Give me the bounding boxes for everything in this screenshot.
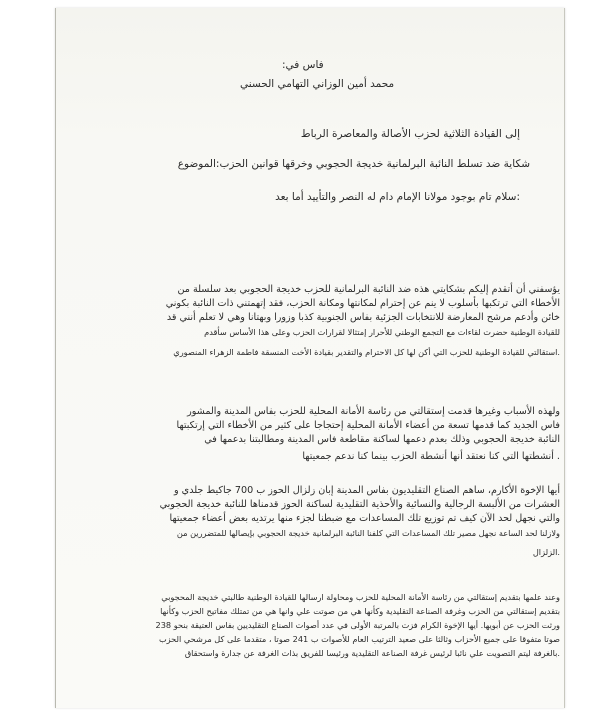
paragraph-line: . أنشطتها التي كنا نعتقد أنها أنشطة الحزب بينما كنا ندعم جمعيتها [302,451,560,462]
paragraph-1 [140,283,560,359]
paragraph-line: .الزلزال [532,547,560,557]
paragraph-line: العشرات من الألبسة الرجالية والنسائية والأحذية التقليدية لساكنة الحوز قدمناها للنائبة خديجة الحجوبي [159,499,560,510]
paragraph-line: والتي نجهل لحد الآن كيف تم توزيع تلك المساعدات مع ضبطنا لجزء منها يرتديه بعض أعضاء جمعيتها [169,513,560,524]
paragraph-line: ولازلنا لحد الساعة نجهل مصير تلك المساعدات التي كلفنا النائبة البرلمانية خديجة الحجوبي بإيصالها للمتضررين من [176,528,560,538]
sender-name: محمد أمين الوزاني التهامي الحسني [240,78,395,90]
paragraph-line: .بالغرفة ليتم التصويت علي نائبا لرئيس غرفة الصناعة التقليدية ورئيسا للفريق بذات الغرفة عن جدارة واستحقاق [184,648,560,658]
paragraph-line: الأخطاء التي ترتكبها بأسلوب لا ينم عن إحترام لمكانتها ومكانة الحزب، فقد إتهمتني ذات النائبة بكوني [165,298,560,309]
paragraph-4 [140,590,560,660]
paragraph-2 [140,405,560,464]
paragraph-line: بتقديم إستقالتي من الحزب وغرفة الصناعة التقليدية وكأنها هي من صوتت علي وانها هي من تمتلك مفاتيح الحزب وكأنها [160,606,560,616]
place-date-line: فاس في: [282,59,324,71]
addressee-line: إلى القيادة الثلاثية لحزب الأصالة والمعاصرة الرباط [300,128,520,140]
paragraph-line: ورثت الحزب عن أبويها. أيها الإخوة الكرام فزت بالمرتبة الأولى في عدد أصوات الصناع التقليديين بفاس العتيقة بنحو 238 [155,620,560,630]
paragraph-line: صوتا متفوقا على جميع الأحزاب وثالثا على صعيد الترتيب العام للأصوات ب 241 صوتا ، متقدما على كل مرشحي الحزب [158,634,560,644]
paragraph-line: يؤسفني أن أتقدم إليكم بشكايتي هذه ضد النائبة البرلمانية للحزب خديجة الحجوبي بعد سلسلة من [177,284,560,295]
paragraph-line: أيها الإخوة الأكارم، ساهم الصناع التقليديون بفاس المدينة إبان زلزال الحوز ب 700 جاكيط جلدي و [174,485,560,496]
greeting-line: :سلام تام بوجود مولانا الإمام دام له النصر والتأييد أما بعد [275,191,520,203]
paragraph-line: فاس الجديد كما قدمها تسعة من أعضاء الأمانة المحلية إحتجاجا على كثير من الأخطاء التي إرتكبتها [176,420,560,431]
subject-line: شكاية ضد تسلط النائبة البرلمانية خديجة الحجوبي وخرقها قوانين الحزب:الموضوع [177,158,530,170]
paragraph-3 [140,484,560,559]
paragraph-line: ولهذه الأسباب وغيرها قدمت إستقالتي من رئاسة الأمانة المحلية للحزب بفاس المدينة والمشور [187,406,560,417]
paragraph-line: وعند علمها بتقديم إستقالتي من رئاسة الأمانة المحلية للحزب ومحاولة ارسالها للقيادة الوطنية طالبتي خديجة المحجوبي [161,592,560,602]
paragraph-line: .استقالتي للقيادة الوطنية للحزب التي أكن لها كل الاحترام والتقدير بقيادة الأخت المنسقة فاطمة الزهراء المنصوري [173,347,560,357]
paragraph-line: النائبة خديجة الحجوبي وذلك بعدم دعمها لساكنة مقاطعة فاس المدينة ومطالبتنا بدعمها في [204,434,560,445]
paragraph-line: خائن وأدعم مرشح المعارضة للانتخابات الجزئية بفاس الجنوبية كذبا وزورا وبهتانا وهي لا تعلم أنني قد [166,312,560,323]
paragraph-line: للقيادة الوطنية حضرت لقاءات مع التجمع الوطني للأحرار إمتثالا لقرارات الحزب وعلى هذا الأساس سأقدم [204,327,560,337]
